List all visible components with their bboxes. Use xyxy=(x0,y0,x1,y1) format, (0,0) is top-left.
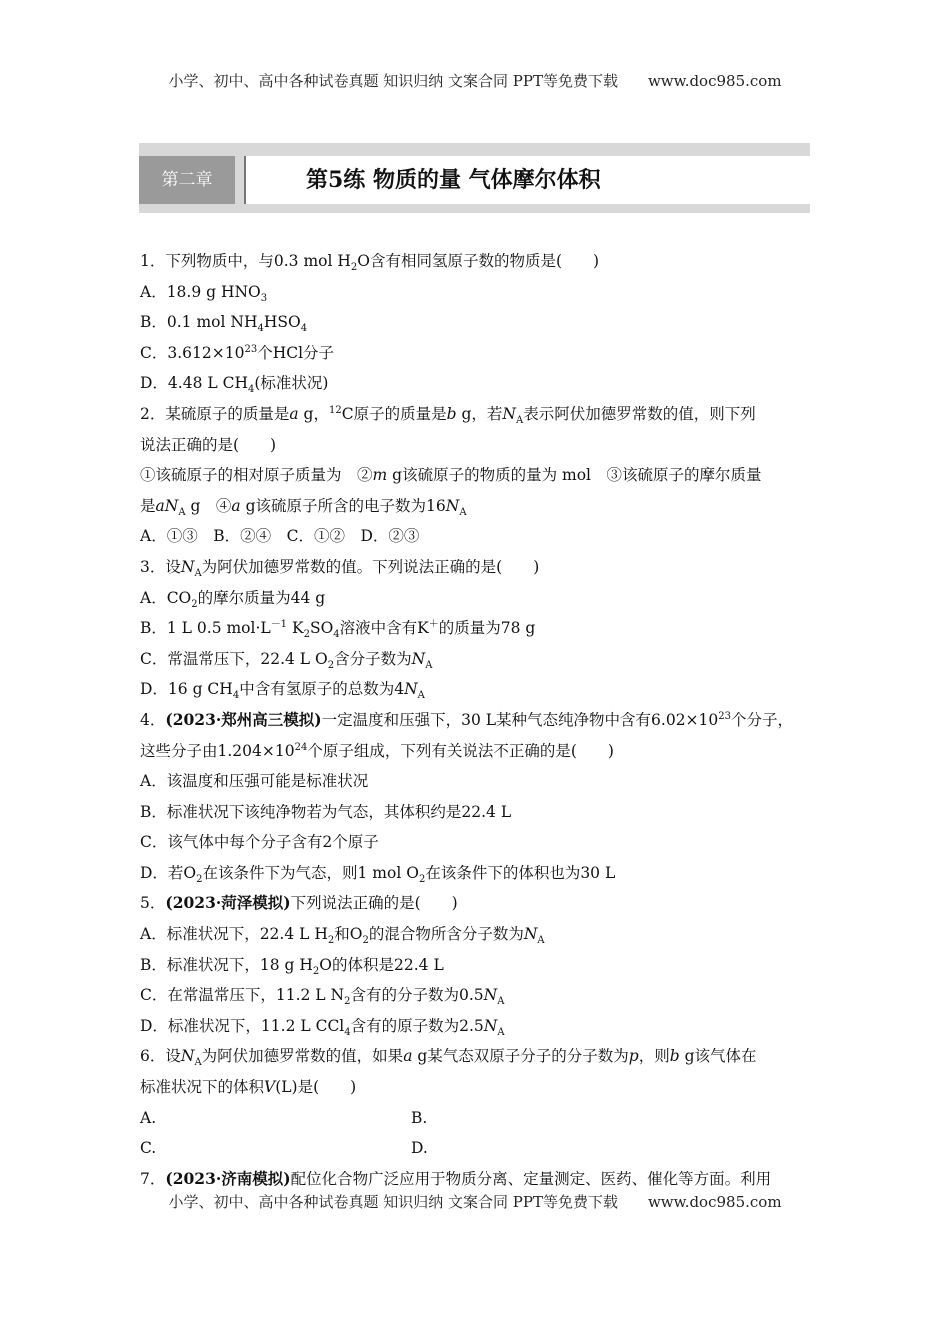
question-list xyxy=(140,246,812,1194)
q7-stem: 7．(2023·济南模拟)配位化合物广泛应用于物质分离、定量测定、医药、催化等方面。利用 xyxy=(140,1168,772,1188)
q6-option-d: D. xyxy=(411,1139,428,1158)
footer-text: 小学、初中、高中各种试卷真题 知识归纳 文案合同 PPT等免费下载 xyxy=(168,1193,618,1211)
q1-option-b: B．0.1 mol $NH_4HSO_4$ xyxy=(140,313,308,335)
q4-option-d: D．若$O_2$在该条件下为气态，则1 mol $O_2$在该条件下的体积也为30 L xyxy=(140,863,616,885)
title-box xyxy=(244,156,812,204)
q4-option-a: A．该温度和压强可能是标准状况 xyxy=(140,772,369,791)
q1-option-d: D．4.48 L $CH_4$(标准状况) xyxy=(140,374,329,396)
q2-statements-line2: 是$aN_A$ g ④a g该硫原子所含的电子数为$16N_A$ xyxy=(140,496,467,518)
q6-options-cd xyxy=(140,1133,812,1164)
q2-statements-line1: ①该硫原子的相对原子质量为 ②m g该硫原子的物质的量为 mol ③该硫原子的摩尔质量 xyxy=(140,466,762,485)
q5-option-a: A．标准状况下，22.4 L $H_2$和$O_2$的混合物所含分子数为$N_A$ xyxy=(140,925,545,947)
q1-option-c: C．$3.612\times 10^{23}$个HCl分子 xyxy=(140,343,335,362)
q5-option-d: D．标准状况下，11.2 L CCl$_4$含有的原子数为$2.5N_A$ xyxy=(140,1016,505,1038)
footer-url[interactable]: www.doc985.com xyxy=(647,1193,782,1211)
q1-option-a: A．18.9 g $HNO_3$ xyxy=(140,282,268,304)
q6-stem-line2: 标准状况下的体积V(L)是( ) xyxy=(140,1078,357,1097)
q3-option-c: C．常温常压下，22.4 L $O_2$含分子数为$N_A$ xyxy=(140,649,433,671)
q4-stem-line1: 4．(2023·郑州高三模拟)一定温度和压强下，30 L某种气态纯净物中含有$6.02\times 10^{23}$个分子， xyxy=(140,709,794,729)
q4-stem-line2: 这些分子由$1.204\times 10^{24}$个原子组成，下列有关说法不正确的是( ) xyxy=(140,741,614,760)
q3-option-b: B．1 L 0.5 $mol\cdot L^{-1}$ $K_2SO_4$溶液中含有K＋的质量为78 g xyxy=(140,618,536,641)
q5-stem: 5．(2023·菏泽模拟)下列说法正确的是( ) xyxy=(140,893,458,913)
header-text: 小学、初中、高中各种试卷真题 知识归纳 文案合同 PPT等免费下载 xyxy=(168,72,618,90)
q2-stem-line2: 说法正确的是( ) xyxy=(140,435,277,454)
q3-option-d: D．16 g $CH_4$中含有氢原子的总数为$4N_A$ xyxy=(140,680,425,702)
q2-options: A．①③ B．②④ C．①② D．②③ xyxy=(140,527,420,546)
page-header xyxy=(0,70,950,91)
q3-option-a: A．$CO_2$的摩尔质量为44 g xyxy=(140,588,326,610)
q6-option-c: C. xyxy=(140,1139,157,1158)
q6-option-a: A. xyxy=(140,1108,157,1127)
q6-options-ab xyxy=(140,1103,812,1134)
header-url[interactable]: www.doc985.com xyxy=(647,72,782,90)
chapter-label: 第二章 xyxy=(139,156,235,204)
page-title: 第5练 物质的量 气体摩尔体积 xyxy=(306,167,601,193)
q1-stem: 1．下列物质中，与0.3 mol $H_2O$含有相同氢原子数的物质是( ) xyxy=(140,252,600,274)
q3-stem: 3．设$N_A$为阿伏加德罗常数的值。下列说法正确的是( ) xyxy=(140,557,540,580)
q5-option-b: B．标准状况下，18 g $H_2O$的体积是22.4 L xyxy=(140,955,444,977)
page-footer xyxy=(0,1191,950,1212)
chapter-banner xyxy=(139,143,810,213)
q4-option-b: B．标准状况下该纯净物若为气态，其体积约是22.4 L xyxy=(140,802,512,821)
q4-option-c: C．该气体中每个分子含有2个原子 xyxy=(140,833,379,852)
q5-option-c: C．在常温常压下，11.2 L $N_2$含有的分子数为$0.5N_A$ xyxy=(140,986,505,1008)
q6-stem-line1: 6．设$N_A$为阿伏加德罗常数的值，如果a g某气态双原子分子的分子数为p，则b g该气体在 xyxy=(140,1047,757,1069)
q2-stem-line1: 2．某硫原子的质量是a g，$^{12}$C原子的质量是b g，若$N_A$表示阿伏加德罗常数的值，则下列 xyxy=(140,404,756,427)
q6-option-b: B. xyxy=(411,1108,428,1127)
